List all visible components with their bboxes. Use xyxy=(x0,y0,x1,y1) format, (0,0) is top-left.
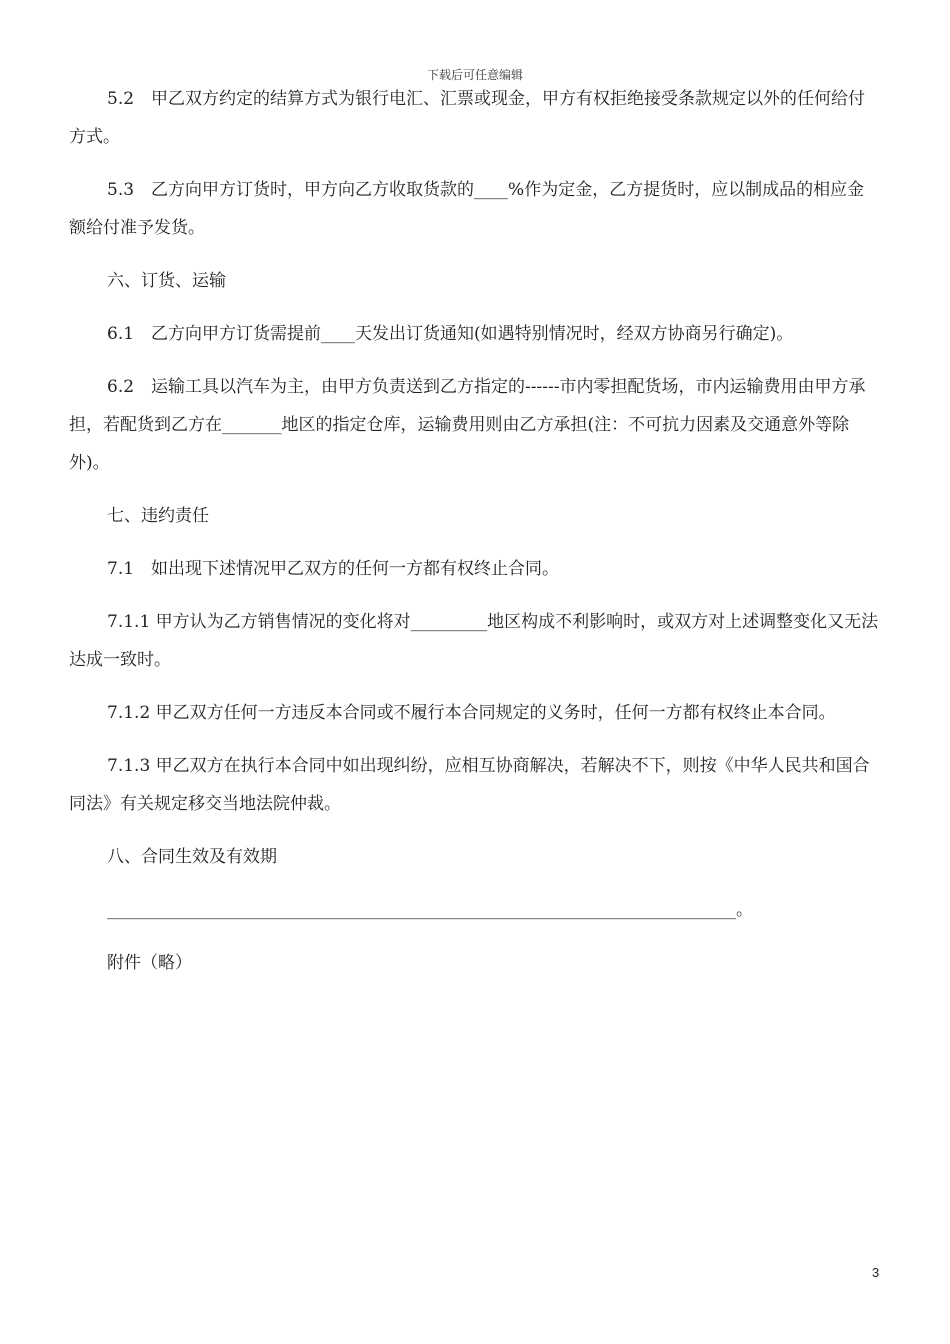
page-number: 3 xyxy=(872,1265,880,1280)
clause-6-1: 6.1 乙方向甲方订货需提前____天发出订货通知(如遇特别情况时，经双方协商另行确定)。 xyxy=(107,324,794,344)
clause-6-2: 6.2 运输工具以汽车为主，由甲方负责送到乙方指定的------市内零担配货场，市内运输费用由甲方承担，若配货到乙方在_______地区的指定仓库，运输费用则由乙方承担(注：不可抗力因素及交通意外等除外)。 xyxy=(69,377,866,473)
section-heading-6: 六、订货、运输 xyxy=(107,271,226,291)
section-heading-7: 七、违约责任 xyxy=(107,506,209,526)
clause-5-3: 5.3 乙方向甲方订货时，甲方向乙方收取货款的____%作为定金，乙方提货时，应以制成品的相应金额给付准予发货。 xyxy=(69,180,865,238)
section-heading-8: 八、合同生效及有效期 xyxy=(107,847,277,867)
validity-blank-line: __________________________________________________________________________。 xyxy=(107,900,753,920)
clause-5-2: 5.2 甲乙双方约定的结算方式为银行电汇、汇票或现金，甲方有权拒绝接受条款规定以外的任何给付方式。 xyxy=(69,89,866,147)
clause-7-1: 7.1 如出现下述情况甲乙双方的任何一方都有权终止合同。 xyxy=(107,559,560,579)
attachment-note: 附件（略） xyxy=(107,953,192,973)
clause-7-1-2: 7.1.2 甲乙双方任何一方违反本合同或不履行本合同规定的义务时，任何一方都有权终止本合同。 xyxy=(107,703,836,723)
clause-7-1-3: 7.1.3 甲乙双方在执行本合同中如出现纠纷，应相互协商解决，若解决不下，则按《中华人民共和国合同法》有关规定移交当地法院仲裁。 xyxy=(69,756,870,814)
page-header-note: 下载后可任意编辑 xyxy=(426,68,523,82)
clause-7-1-1: 7.1.1 甲方认为乙方销售情况的变化将对_________地区构成不利影响时，或双方对上述调整变化又无法达成一致时。 xyxy=(69,612,879,670)
document-body xyxy=(69,80,881,982)
